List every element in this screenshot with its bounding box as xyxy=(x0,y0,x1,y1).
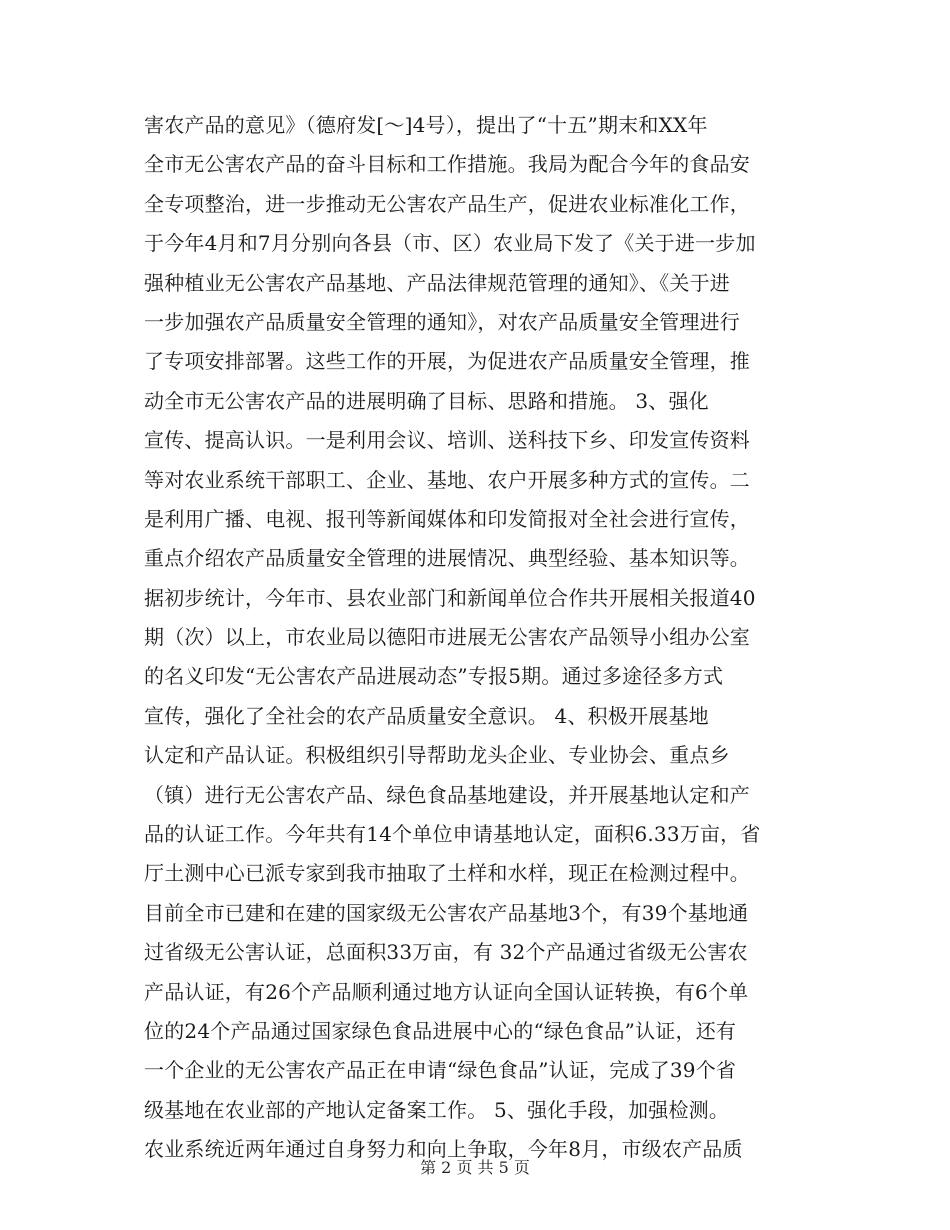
text-line: （镇）进行无公害农产品、绿色食品基地建设，并开展基地认定和产 xyxy=(144,782,750,807)
body-text xyxy=(144,106,814,1170)
text-line: 全专项整治，进一步推动无公害农产品生产，促进农业标准化工作， xyxy=(144,191,750,216)
text-line: 目前全市已建和在建的国家级无公害农产品基地3个，有39个基地通 xyxy=(144,900,749,925)
text-line: 产品认证，有26个产品顺利通过地方认证向全国认证转换，有6个单 xyxy=(144,979,749,1004)
text-line: 的名义印发“无公害农产品进展动态”专报5期。通过多途径多方式 xyxy=(144,664,724,689)
text-line: 全市无公害农产品的奋斗目标和工作措施。我局为配合今年的食品安 xyxy=(144,152,750,177)
text-line: 是利用广播、电视、报刊等新闻媒体和印发简报对全社会进行宣传， xyxy=(144,506,750,531)
text-line: 据初步统计，今年市、县农业部门和新闻单位合作共开展相关报道40 xyxy=(144,585,756,610)
text-line: 厅土测中心已派专家到我市抽取了土样和水样，现正在检测过程中。 xyxy=(144,861,750,886)
text-line: 期（次）以上，市农业局以德阳市进展无公害农产品领导小组办公室 xyxy=(144,625,750,650)
text-line: 一个企业的无公害农产品正在申请“绿色食品”认证，完成了39个省 xyxy=(144,1058,737,1083)
text-line: 品的认证工作。今年共有14个单位申请基地认定，面积6.33万亩，省 xyxy=(144,822,761,847)
text-line: 于今年4月和7月分别向各县（市、区）农业局下发了《关于进一步加 xyxy=(144,231,756,256)
text-line: 了专项安排部署。这些工作的开展，为促进农产品质量安全管理，推 xyxy=(144,349,750,374)
text-line: 重点介绍农产品质量安全管理的进展情况、典型经验、基本知识等。 xyxy=(144,546,750,571)
text-line: 认定和产品认证。积极组织引导帮助龙头企业、专业协会、重点乡 xyxy=(144,743,730,768)
text-line: 农业系统近两年通过自身努力和向上争取，今年8月，市级农产品质 xyxy=(144,1137,743,1162)
text-line: 动全市无公害农产品的进展明确了目标、思路和措施。 3、强化 xyxy=(144,388,709,413)
text-line: 等对农业系统干部职工、企业、基地、农户开展多种方式的宣传。二 xyxy=(144,467,750,492)
text-line: 位的24个产品通过国家绿色食品进展中心的“绿色食品”认证，还有 xyxy=(144,1018,737,1043)
page-footer: 第 2 页 共 5 页 xyxy=(420,1158,530,1177)
text-line: 级基地在农业部的产地认定备案工作。 5、强化手段，加强检测。 xyxy=(144,1097,730,1122)
text-line: 宣传、提高认识。一是利用会议、培训、送科技下乡、印发宣传资料 xyxy=(144,428,750,453)
text-line: 过省级无公害认证，总面积33万亩，有 32个产品通过省级无公害农 xyxy=(144,940,748,965)
text-line: 宣传，强化了全社会的农产品质量安全意识。 4、积极开展基地 xyxy=(144,703,709,728)
text-line: 一步加强农产品质量安全管理的通知》，对农产品质量安全管理进行 xyxy=(144,309,740,334)
text-line: 害农产品的意见》（德府发[～]4号），提出了“十五”期末和XX年 xyxy=(144,113,708,137)
text-line: 强种植业无公害农产品基地、产品法律规范管理的通知》、《关于进 xyxy=(144,270,730,295)
